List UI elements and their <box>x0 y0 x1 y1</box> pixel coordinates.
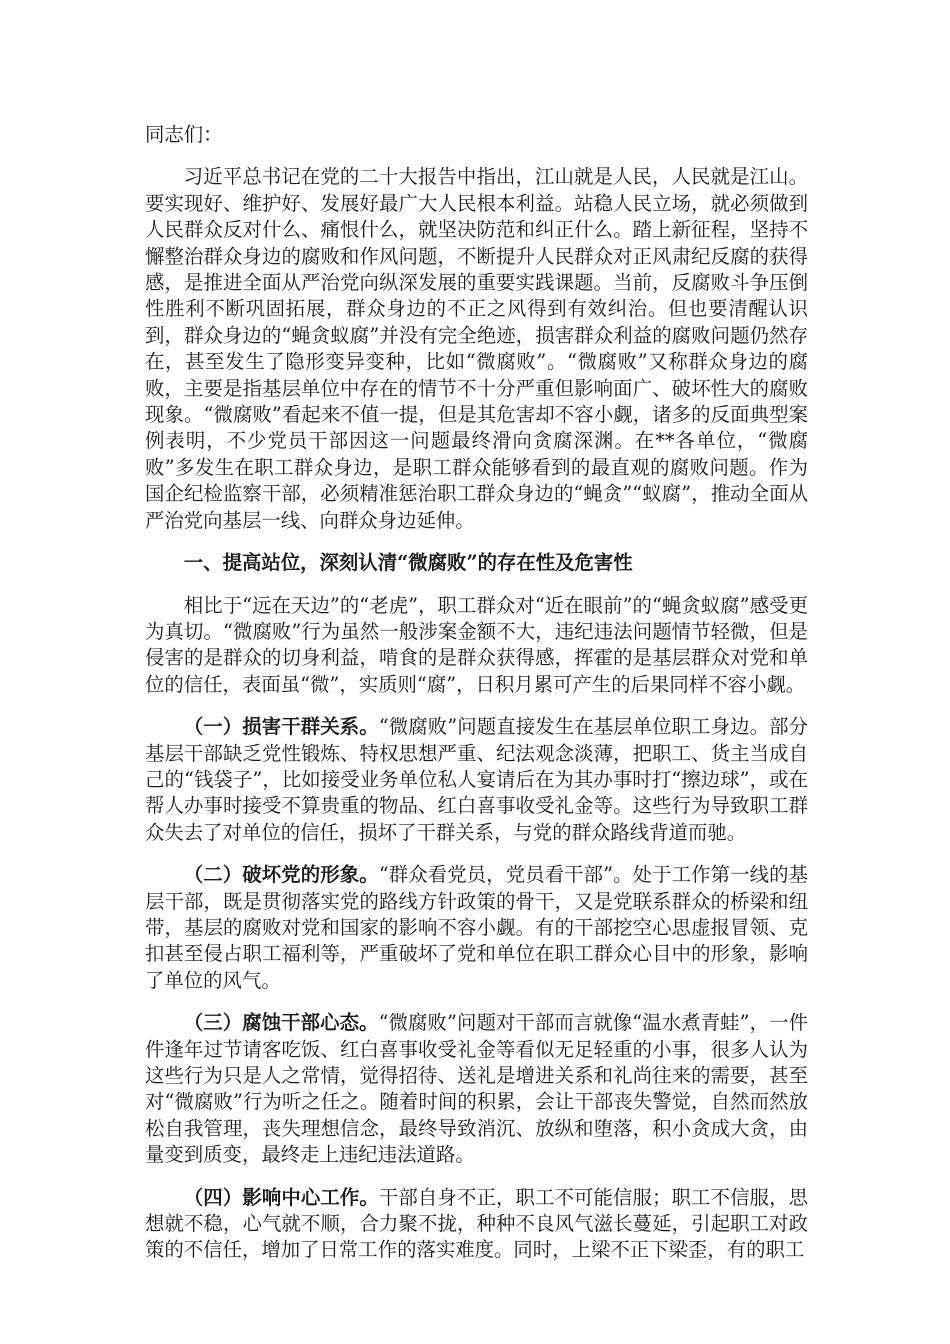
section-heading: 一、提高站位，深刻认清“微腐败”的存在性及危害性 <box>183 551 633 575</box>
item-body: “微腐败”问题直接发生在基层单位职工身边。部分基层干部缺乏党性锻炼、特权思想严重、纪法观念淡薄，把职工、货主当成自己的“钱袋子”，比如接受业务单位私人宴请后在为其办事时打“擦边球”，或在帮人办事时接受不算贵重的物品、红白喜事收受礼金等。这些行为导致职工群众失去了对单位的信任，损坏了干群关系，与党的群众路线背道而驰。 <box>145 715 809 844</box>
intro-paragraph: 习近平总书记在党的二十大报告中指出，江山就是人民，人民就是江山。要实现好、维护好、发展好最广大人民根本利益。站稳人民立场，就必须做到人民群众反对什么、痛恨什么，就坚决防范和纠正什么。踏上新征程，坚持不懈整治群众身边的腐败和作风问题，不断提升人民群众对正风肃纪反腐的获得感，是推进全面从严治党向纵深发展的重要实践课题。当前，反腐败斗争压倒性胜利不断巩固拓展，群众身边的不正之风得到有效纠治。但也要清醒认识到，群众身边的“蝇贪蚁腐”并没有完全绝迹，损害群众利益的腐败问题仍然存在，甚至发生了隐形变异变种，比如“微腐败”。“微腐败”又称群众身边的腐败，主要是指基层单位中存在的情节不十分严重但影响面广、破坏性大的腐败现象。“微腐败”看起来不值一提，但是其危害却不容小觑，诸多的反面典型案例表明，不少党员干部因这一问题最终滑向贪腐深渊。在**各单位，“微腐败”多发生在职工群众身边，是职工群众能够看到的最直观的腐败问题。作为国企纪检监察干部，必须精准惩治职工群众身边的“蝇贪”“蚁腐”，推动全面从严治党向基层一线、向群众身边延伸。 <box>145 165 808 532</box>
greeting: 同志们： <box>145 123 223 146</box>
item-lead: （四）影响中心工作。 <box>183 1185 379 1209</box>
item-paragraph <box>145 714 808 846</box>
document-body <box>145 122 808 1280</box>
item-lead: （三）腐蚀干部心态。 <box>183 1011 379 1035</box>
item-paragraph <box>145 1185 808 1264</box>
item-lead: （二）破坏党的形象。 <box>183 863 379 887</box>
section-intro-paragraph: 相比于“远在天边”的“老虎”，职工群众对“近在眼前”的“蝇贪蚁腐”感受更为真切。“微腐败”行为虽然一般涉案金额不大，违纪违法问题情节轻微，但是侵害的是群众的切身利益，啃食的是群众获得感，挥霍的是基层群众对党和单位的信任，表面虽“微”，实质则“腐”，日积月累可产生的后果同样不容小觑。 <box>145 593 808 696</box>
item-lead: （一）损害干群关系。 <box>183 715 379 739</box>
item-body: “微腐败”问题对干部而言就像“温水煮青蛙”，一件件逢年过节请客吃饭、红白喜事收受礼金等看似无足轻重的小事，很多人认为这些行为只是人之常情，觉得招待、送礼是增进关系和礼尚往来的需要，甚至对“微腐败”行为听之任之。随着时间的积累，会让干部丧失警觉，自然而然放松自我管理，丧失理想信念，最终导致消沉、放纵和堕落，积小贪成大贪，由量变到质变，最终走上违纪违法道路。 <box>145 1011 808 1167</box>
item-paragraph <box>145 862 808 994</box>
item-body: “群众看党员，党员看干部”。处于工作第一线的基层干部，既是贯彻落实党的路线方针政策的骨干，又是党联系群众的桥梁和纽带，基层的腐败对党和国家的影响不容小觑。有的干部挖空心思虚报冒领、克扣甚至侵占职工福利等，严重破坏了党和单位在职工群众心目中的形象，影响了单位的风气。 <box>145 863 809 992</box>
item-paragraph <box>145 1010 808 1168</box>
item-body: 干部自身不正，职工不可能信服；职工不信服，思想就不稳，心气就不顺，合力聚不拢，种种不良风气滋长蔓延，引起职工对政策的不信任，增加了日常工作的落实难度。同时，上梁不正下梁歪，有的职工 <box>145 1185 809 1262</box>
